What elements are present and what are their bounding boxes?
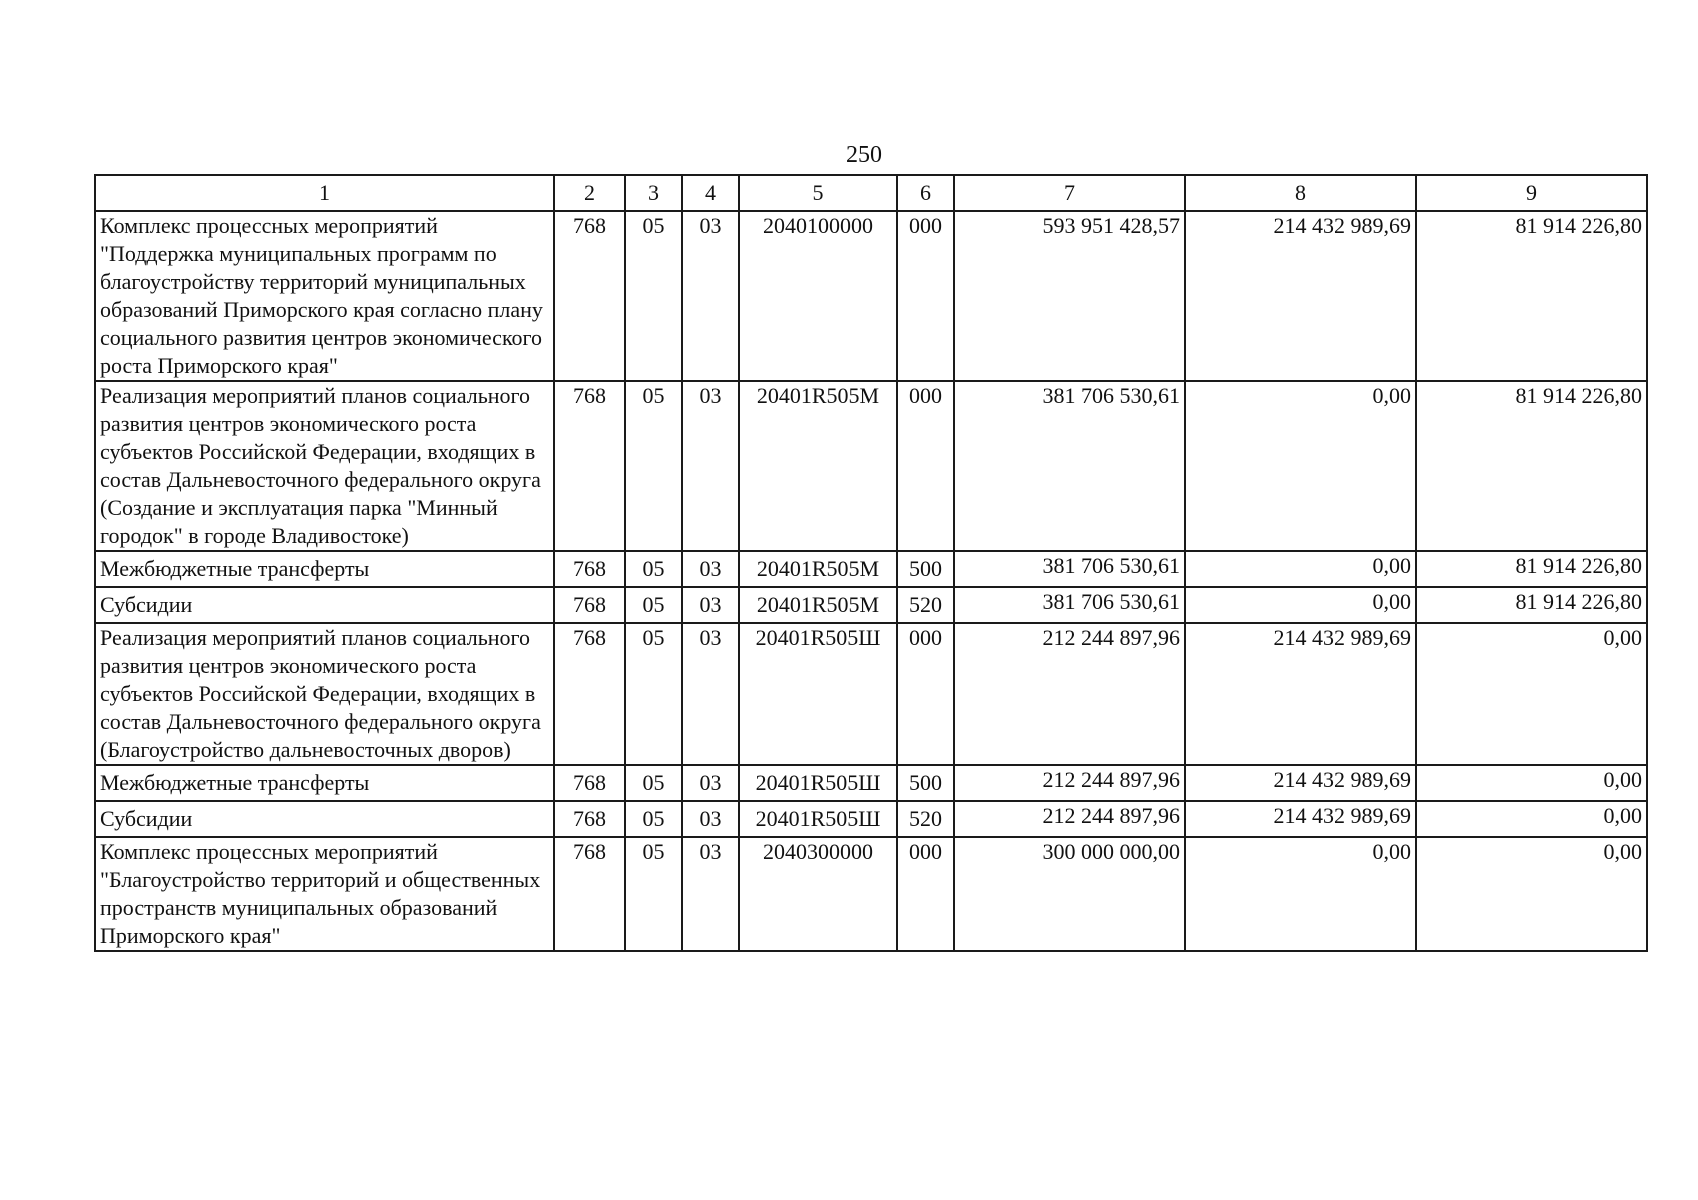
amount-col8: 214 432 989,69 bbox=[1185, 801, 1416, 837]
amount-col7: 212 244 897,96 bbox=[954, 623, 1185, 765]
amount-col9: 0,00 bbox=[1416, 765, 1647, 801]
ministry-code: 768 bbox=[554, 837, 625, 951]
amount-col8: 0,00 bbox=[1185, 381, 1416, 551]
row-name: Межбюджетные трансферты bbox=[95, 765, 554, 801]
row-name: Реализация мероприятий планов социального развития центров экономического роста субъектов Российской Федерации, входящих в состав Дальневосточного федерального округа (Благоустройство дальневосточных дворов) bbox=[95, 623, 554, 765]
table-row bbox=[95, 801, 1647, 837]
section-code: 05 bbox=[625, 587, 682, 623]
amount-col9: 0,00 bbox=[1416, 623, 1647, 765]
ministry-code: 768 bbox=[554, 765, 625, 801]
column-number: 1 bbox=[95, 175, 554, 211]
row-name: Межбюджетные трансферты bbox=[95, 551, 554, 587]
ministry-code: 768 bbox=[554, 381, 625, 551]
expense-type-code: 000 bbox=[897, 623, 954, 765]
amount-col8: 214 432 989,69 bbox=[1185, 765, 1416, 801]
amount-col7: 381 706 530,61 bbox=[954, 551, 1185, 587]
amount-col8: 0,00 bbox=[1185, 551, 1416, 587]
table-row bbox=[95, 551, 1647, 587]
section-code: 05 bbox=[625, 801, 682, 837]
table-row bbox=[95, 381, 1647, 551]
expense-type-code: 500 bbox=[897, 765, 954, 801]
ministry-code: 768 bbox=[554, 801, 625, 837]
subsection-code: 03 bbox=[682, 765, 739, 801]
expense-type-code: 500 bbox=[897, 551, 954, 587]
subsection-code: 03 bbox=[682, 587, 739, 623]
target-article-code: 20401R505M bbox=[739, 551, 897, 587]
ministry-code: 768 bbox=[554, 587, 625, 623]
section-code: 05 bbox=[625, 765, 682, 801]
target-article-code: 20401R505Ш bbox=[739, 801, 897, 837]
budget-table bbox=[94, 174, 1648, 952]
amount-col8: 0,00 bbox=[1185, 587, 1416, 623]
ministry-code: 768 bbox=[554, 211, 625, 381]
amount-col9: 0,00 bbox=[1416, 801, 1647, 837]
subsection-code: 03 bbox=[682, 381, 739, 551]
amount-col9: 0,00 bbox=[1416, 837, 1647, 951]
target-article-code: 20401R505Ш bbox=[739, 765, 897, 801]
column-number: 2 bbox=[554, 175, 625, 211]
column-number: 4 bbox=[682, 175, 739, 211]
expense-type-code: 000 bbox=[897, 381, 954, 551]
amount-col8: 0,00 bbox=[1185, 837, 1416, 951]
amount-col8: 214 432 989,69 bbox=[1185, 211, 1416, 381]
section-code: 05 bbox=[625, 623, 682, 765]
column-number: 6 bbox=[897, 175, 954, 211]
subsection-code: 03 bbox=[682, 837, 739, 951]
amount-col9: 81 914 226,80 bbox=[1416, 587, 1647, 623]
subsection-code: 03 bbox=[682, 801, 739, 837]
expense-type-code: 000 bbox=[897, 837, 954, 951]
target-article-code: 2040100000 bbox=[739, 211, 897, 381]
table-row bbox=[95, 587, 1647, 623]
row-name: Субсидии bbox=[95, 801, 554, 837]
amount-col9: 81 914 226,80 bbox=[1416, 381, 1647, 551]
amount-col7: 381 706 530,61 bbox=[954, 381, 1185, 551]
table-row bbox=[95, 837, 1647, 951]
table-row bbox=[95, 623, 1647, 765]
row-name: Комплекс процессных мероприятий "Поддержка муниципальных программ по благоустройству территорий муниципальных образований Приморского края согласно плану социального развития центров экономического роста Приморского края" bbox=[95, 211, 554, 381]
amount-col8: 214 432 989,69 bbox=[1185, 623, 1416, 765]
table-row bbox=[95, 211, 1647, 381]
ministry-code: 768 bbox=[554, 623, 625, 765]
row-name: Комплекс процессных мероприятий "Благоустройство территорий и общественных пространств муниципальных образований Приморского края" bbox=[95, 837, 554, 951]
target-article-code: 20401R505M bbox=[739, 381, 897, 551]
column-number: 8 bbox=[1185, 175, 1416, 211]
expense-type-code: 000 bbox=[897, 211, 954, 381]
amount-col7: 300 000 000,00 bbox=[954, 837, 1185, 951]
page-number: 250 bbox=[846, 142, 882, 168]
amount-col7: 593 951 428,57 bbox=[954, 211, 1185, 381]
subsection-code: 03 bbox=[682, 211, 739, 381]
column-number: 3 bbox=[625, 175, 682, 211]
amount-col7: 212 244 897,96 bbox=[954, 801, 1185, 837]
amount-col9: 81 914 226,80 bbox=[1416, 551, 1647, 587]
subsection-code: 03 bbox=[682, 623, 739, 765]
target-article-code: 2040300000 bbox=[739, 837, 897, 951]
target-article-code: 20401R505Ш bbox=[739, 623, 897, 765]
column-number: 5 bbox=[739, 175, 897, 211]
amount-col7: 381 706 530,61 bbox=[954, 587, 1185, 623]
row-name: Реализация мероприятий планов социального развития центров экономического роста субъектов Российской Федерации, входящих в состав Дальневосточного федерального округа (Создание и эксплуатация парка "Минный городок" в городе Владивостоке) bbox=[95, 381, 554, 551]
section-code: 05 bbox=[625, 381, 682, 551]
ministry-code: 768 bbox=[554, 551, 625, 587]
column-number: 7 bbox=[954, 175, 1185, 211]
amount-col9: 81 914 226,80 bbox=[1416, 211, 1647, 381]
amount-col7: 212 244 897,96 bbox=[954, 765, 1185, 801]
column-number: 9 bbox=[1416, 175, 1647, 211]
target-article-code: 20401R505M bbox=[739, 587, 897, 623]
table-row bbox=[95, 765, 1647, 801]
subsection-code: 03 bbox=[682, 551, 739, 587]
expense-type-code: 520 bbox=[897, 801, 954, 837]
section-code: 05 bbox=[625, 837, 682, 951]
row-name: Субсидии bbox=[95, 587, 554, 623]
expense-type-code: 520 bbox=[897, 587, 954, 623]
section-code: 05 bbox=[625, 211, 682, 381]
section-code: 05 bbox=[625, 551, 682, 587]
column-number-row bbox=[95, 175, 1647, 211]
